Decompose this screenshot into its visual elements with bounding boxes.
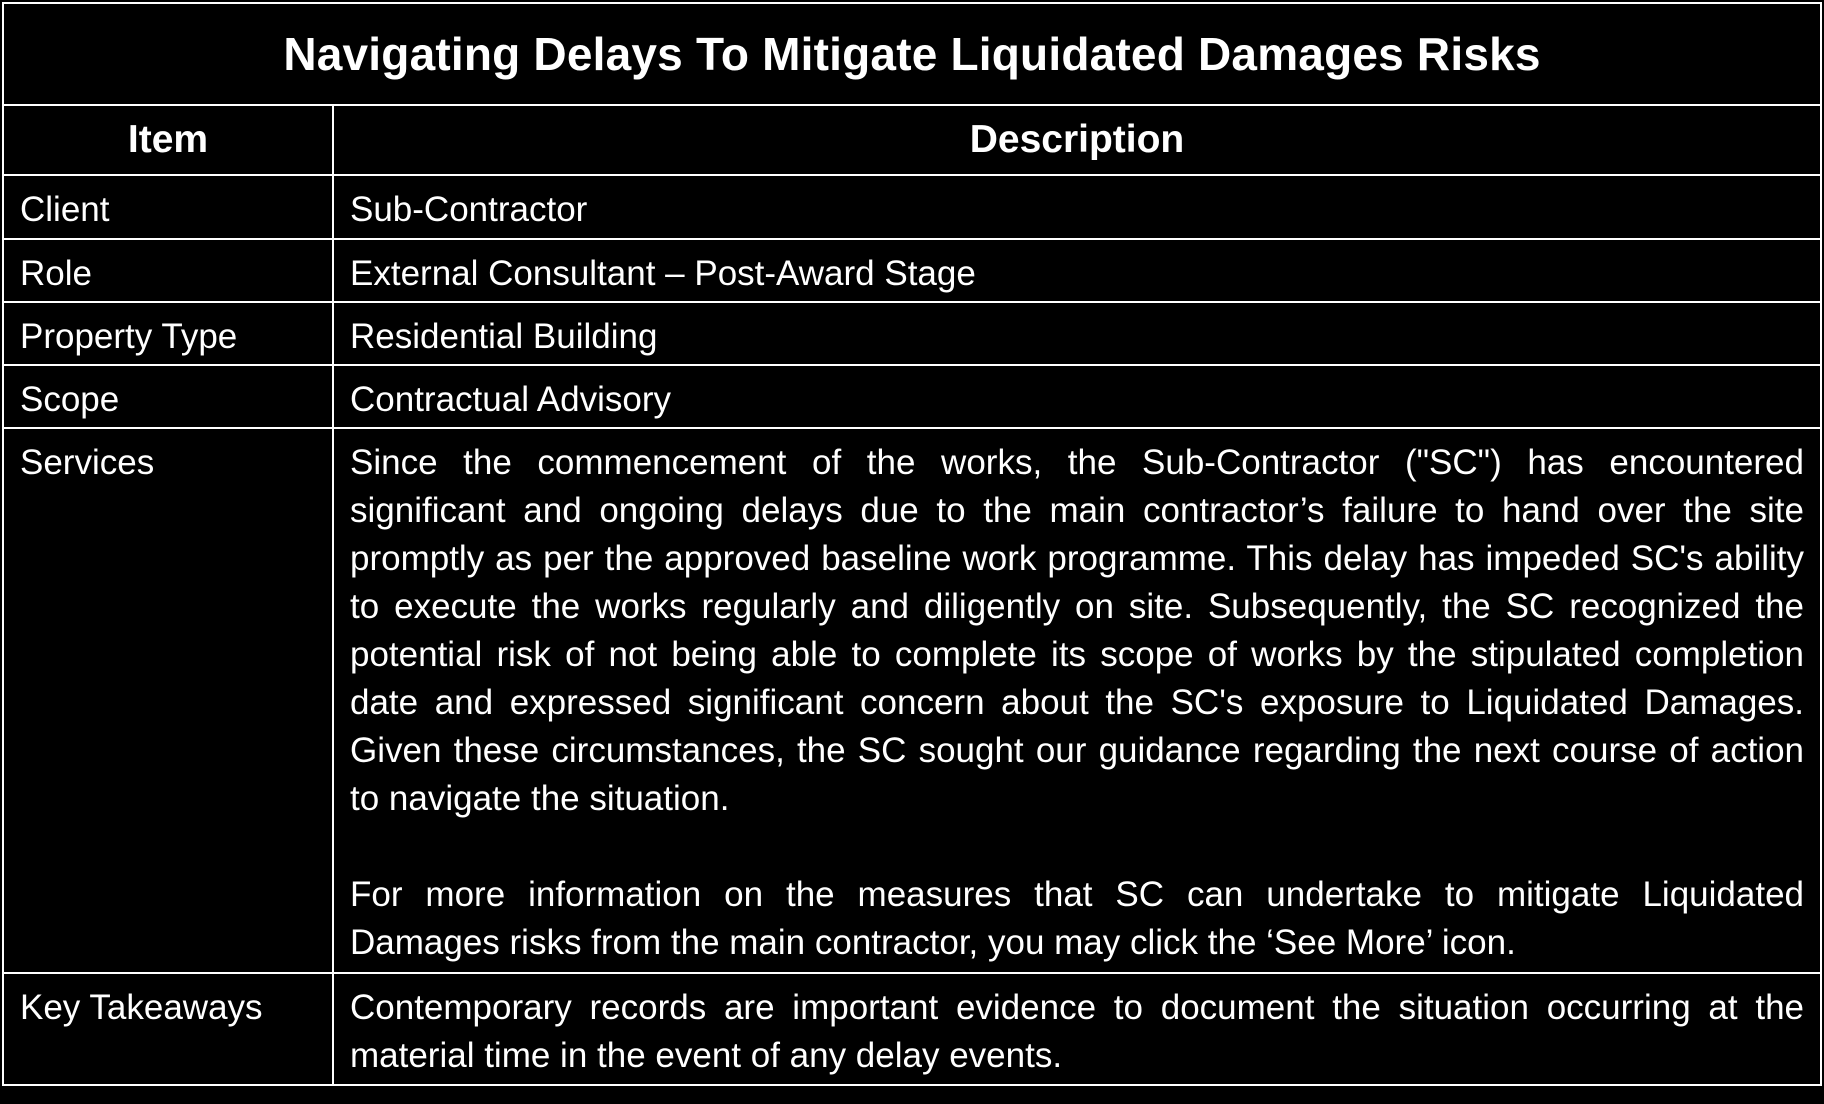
table-row-property-type — [3, 302, 1821, 365]
column-header-description: Description — [333, 105, 1821, 175]
title-row — [3, 3, 1821, 105]
services-paragraph-2: For more information on the measures that SC can undertake to mitigate Liquidated Damages risks from the main contractor, you may click the ‘See More’ icon. — [350, 875, 1804, 963]
item-cell: Client — [3, 175, 333, 238]
header-row — [3, 105, 1821, 175]
table-row-services — [3, 428, 1821, 973]
column-header-item: Item — [3, 105, 333, 175]
description-cell: External Consultant – Post-Award Stage — [333, 239, 1821, 302]
paragraph-spacer — [350, 823, 1804, 871]
item-cell: Role — [3, 239, 333, 302]
table-row-client — [3, 175, 1821, 238]
item-cell: Scope — [3, 365, 333, 428]
description-cell — [333, 973, 1821, 1085]
description-cell — [333, 428, 1821, 973]
description-cell: Residential Building — [333, 302, 1821, 365]
table-row-key-takeaways — [3, 973, 1821, 1085]
services-paragraph-1: Since the commencement of the works, the Sub-Contractor ("SC") has encountered significant and ongoing delays due to the main contractor’s failure to hand over the site promptly as per the approved baseline work programme. This delay has impeded SC's ability to execute the works regularly and diligently on site. Subsequently, the SC recognized the potential risk of not being able to complete its scope of works by the stipulated completion date and expressed significant concern about the SC's exposure to Liquidated Damages. Given these circumstances, the SC sought our guidance regarding the next course of action to navigate the situation. — [350, 443, 1804, 819]
table-row-scope — [3, 365, 1821, 428]
item-cell: Services — [3, 428, 333, 973]
description-cell: Contractual Advisory — [333, 365, 1821, 428]
key-takeaways-text: Contemporary records are important evidence to document the situation occurring at the material time in the event of any delay events. — [350, 987, 1804, 1075]
table-row-role — [3, 239, 1821, 302]
case-study-table — [2, 2, 1822, 1086]
description-cell: Sub-Contractor — [333, 175, 1821, 238]
item-cell: Property Type — [3, 302, 333, 365]
item-cell: Key Takeaways — [3, 973, 333, 1085]
table-title: Navigating Delays To Mitigate Liquidated Damages Risks — [3, 3, 1821, 105]
